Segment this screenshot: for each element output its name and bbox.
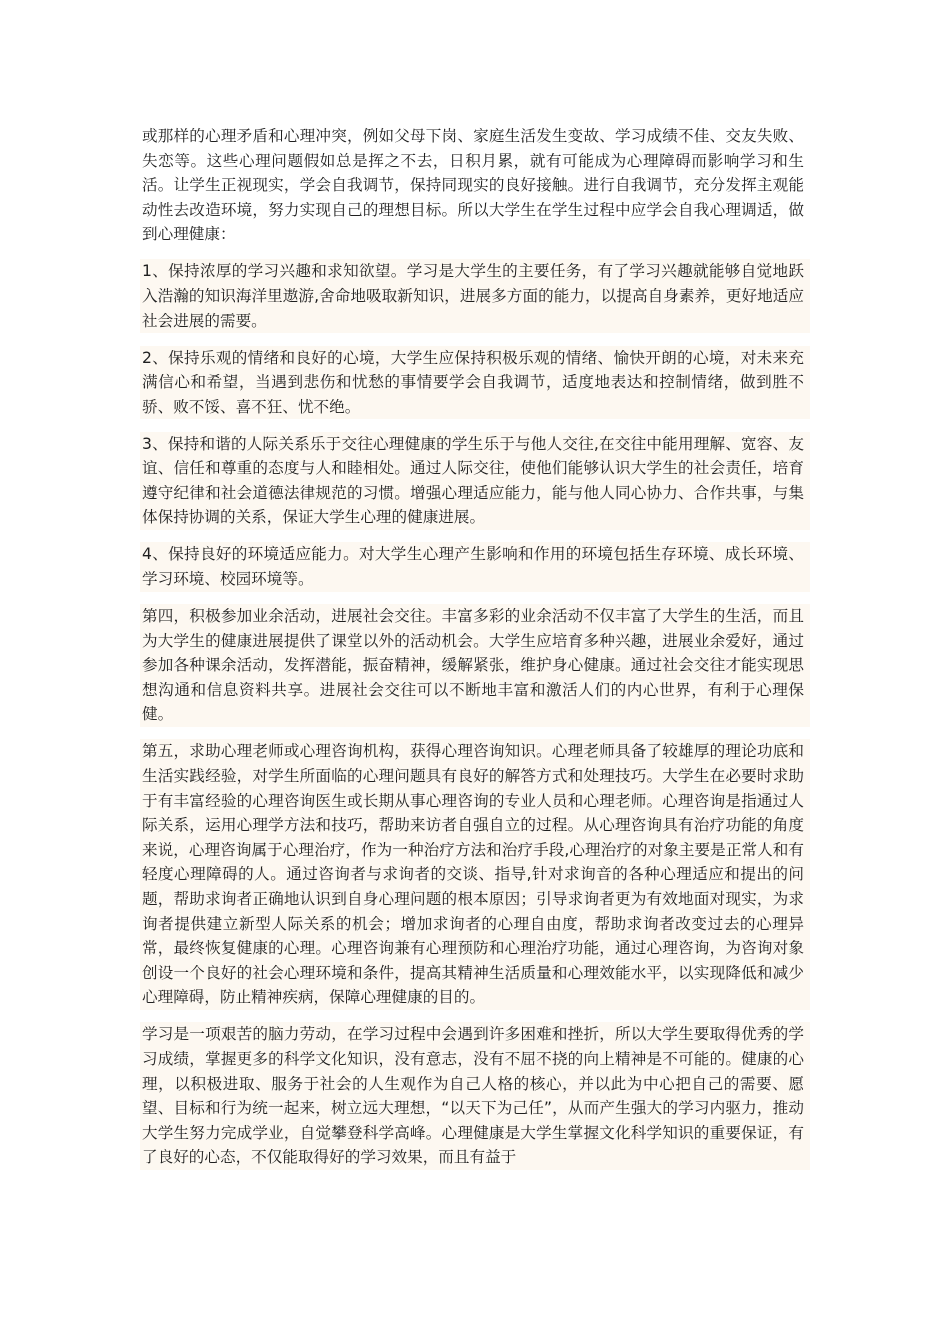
paragraph-conclusion: 学习是一项艰苦的脑力劳动，在学习过程中会遇到许多困难和挫折，所以大学生要取得优秀的学习成绩，掌握更多的科学文化知识，没有意志，没有不屈不挠的向上精神是不可能的。健康的心理，以积极进取、服务于社会的人生观作为自己人格的核心，并以此为中心把自己的需要、愿望、目标和行为统一起来，树立远大理想，“以天下为己任”，从而产生强大的学习内驱力，推动大学生努力完成学业，自觉攀登科学高峰。心理健康是大学生掌握文化科学知识的重要保证，有了良好的心态，不仅能取得好的学习效果，而且有益于 [140,1022,810,1170]
paragraph-fourth: 第四，积极参加业余活动，进展社会交往。丰富多彩的业余活动不仅丰富了大学生的生活，而且为大学生的健康进展提供了课堂以外的活动机会。大学生应培育多种兴趣，进展业余爱好，通过参加各种课余活动，发挥潜能，振奋精神，缓解紧张，维护身心健康。通过社会交往才能实现思想沟通和信息资料共享。进展社会交往可以不断地丰富和激活人们的内心世界，有利于心理保健。 [140,604,810,727]
document-page [140,124,810,1182]
paragraph-item-2: 2、保持乐观的情绪和良好的心境，大学生应保持积极乐观的情绪、愉快开朗的心境，对未来充满信心和希望，当遇到悲伤和忧愁的事情要学会自我调节，适度地表达和控制情绪，做到胜不骄、败不馁、喜不狂、忧不绝。 [140,346,810,420]
paragraph-intro: 或那样的心理矛盾和心理冲突，例如父母下岗、家庭生活发生变故、学习成绩不佳、交友失败、失恋等。这些心理问题假如总是挥之不去，日积月累，就有可能成为心理障碍而影响学习和生活。让学生正视现实，学会自我调节，保持同现实的良好接触。进行自我调节，充分发挥主观能动性去改造环境，努力实现自己的理想目标。所以大学生在学生过程中应学会自我心理调适，做到心理健康： [142,127,804,244]
paragraph-fifth: 第五，求助心理老师或心理咨询机构，获得心理咨询知识。心理老师具备了较雄厚的理论功底和生活实践经验，对学生所面临的心理问题具有良好的解答方式和处理技巧。大学生在必要时求助于有丰富经验的心理咨询医生或长期从事心理咨询的专业人员和心理老师。心理咨询是指通过人际关系，运用心理学方法和技巧，帮助来访者自强自立的过程。从心理咨询具有治疗功能的角度来说，心理咨询属于心理治疗，作为一种治疗方法和治疗手段,心理治疗的对象主要是正常人和有轻度心理障碍的人。通过咨询者与求询者的交谈、指导,针对求询音的各种心理适应和提出的问题，帮助求询者正确地认识到自身心理问题的根本原因；引导求询者更为有效地面对现实，为求询者提供建立新型人际关系的机会；增加求询者的心理自由度，帮助求询者改变过去的心理异常，最终恢复健康的心理。心理咨询兼有心理预防和心理治疗功能，通过心理咨询，为咨询对象创设一个良好的社会心理环境和条件，提高其精神生活质量和心理效能水平，以实现降低和减少心理障碍，防止精神疾病，保障心理健康的目的。 [140,739,810,1010]
paragraph-item-1: 1、保持浓厚的学习兴趣和求知欲望。学习是大学生的主要任务，有了学习兴趣就能够自觉地跃入浩瀚的知识海洋里遨游,舍命地吸取新知识，进展多方面的能力，以提高自身素养，更好地适应社会进展的需要。 [140,259,810,333]
paragraph-item-3: 3、保持和谐的人际关系乐于交往心理健康的学生乐于与他人交往,在交往中能用理解、宽容、友谊、信任和尊重的态度与人和睦相处。通过人际交往，使他们能够认识大学生的社会责任，培育遵守纪律和社会道德法律规范的习惯。增强心理适应能力，能与他人同心协力、合作共事，与集体保持协调的关系，保证大学生心理的健康进展。 [140,432,810,530]
paragraph-item-4: 4、保持良好的环境适应能力。对大学生心理产生影响和作用的环境包括生存环境、成长环境、学习环境、校园环境等。 [140,542,810,591]
